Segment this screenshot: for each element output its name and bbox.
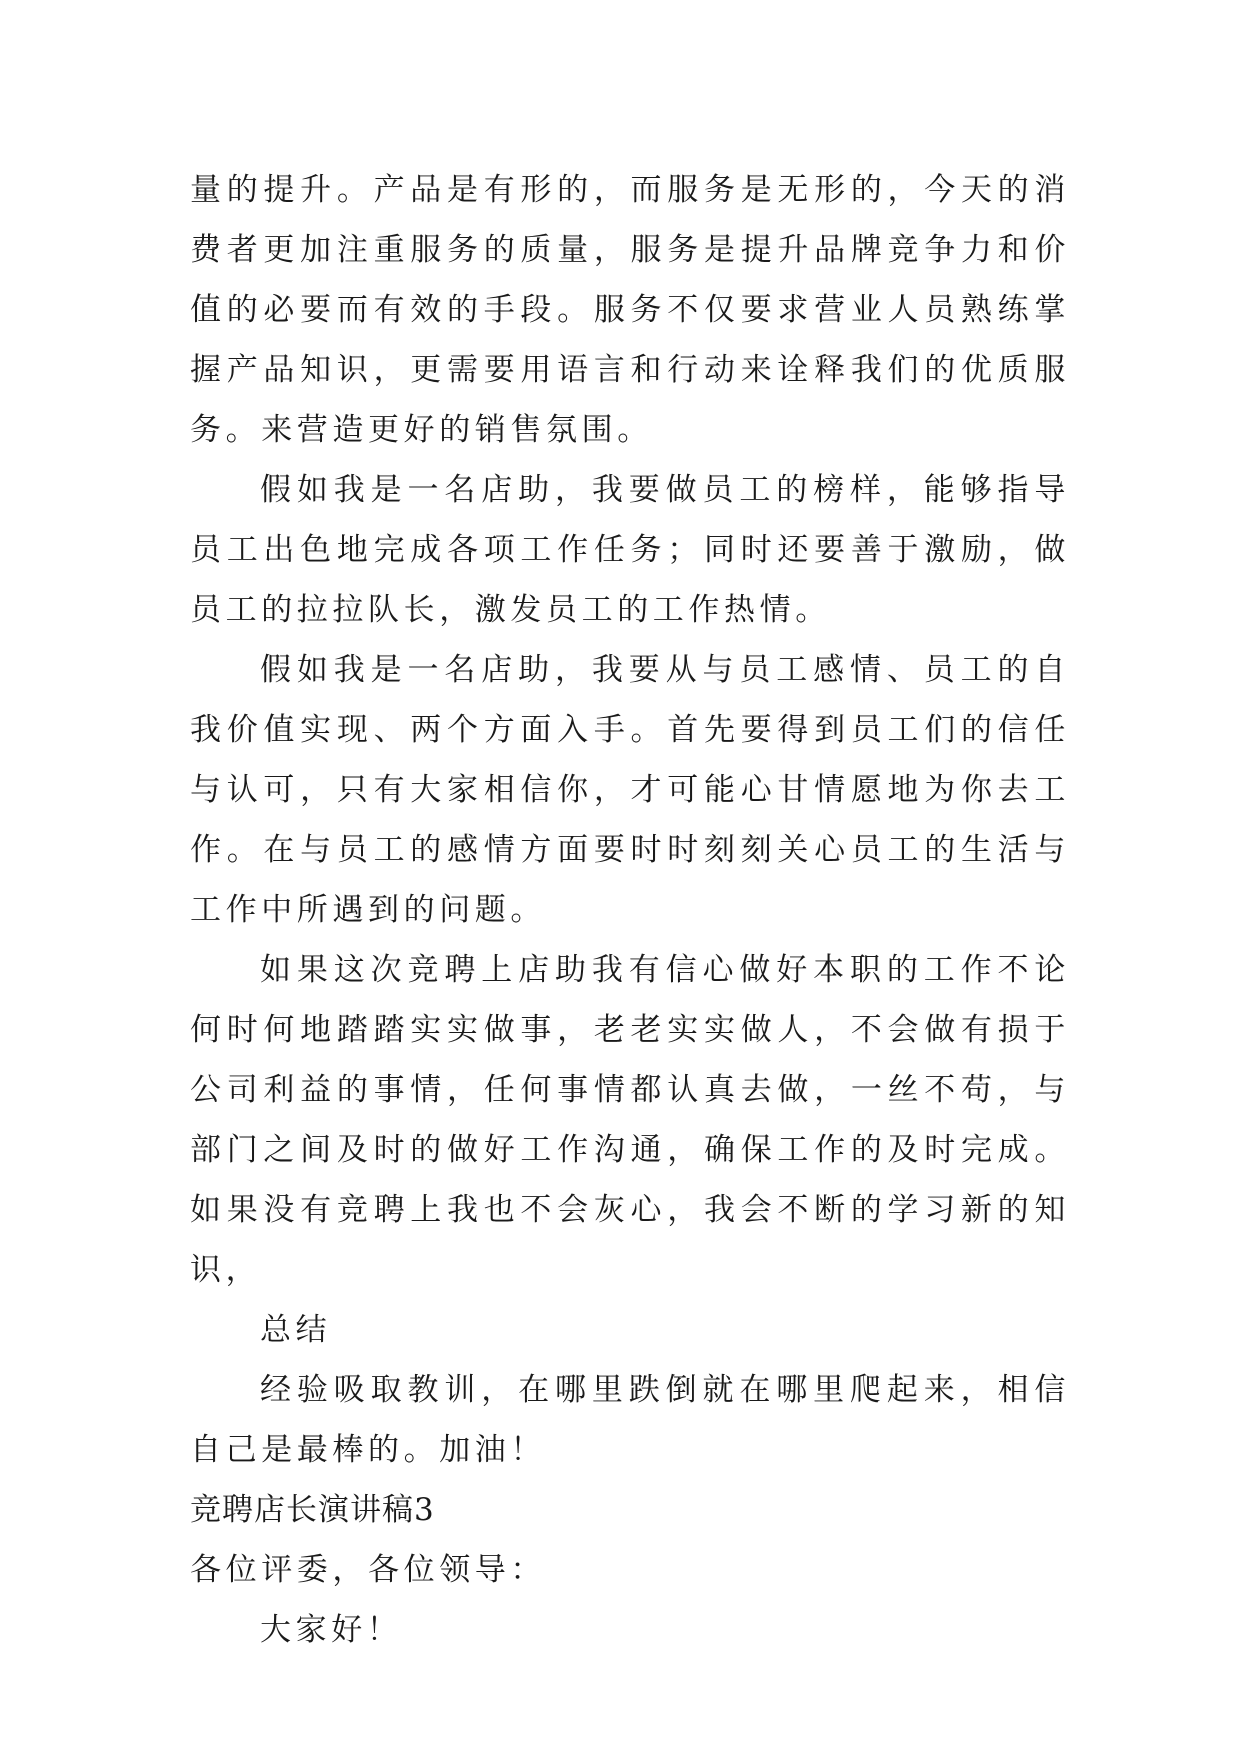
paragraph-service-quality: 量的提升。产品是有形的，而服务是无形的，今天的消费者更加注重服务的质量，服务是提升品牌竞争力和价值的必要而有效的手段。服务不仅要求营业人员熟练掌握产品知识，更需要用语言和行动来诠释我们的优质服务。来营造更好的销售氛围。 xyxy=(190,172,1070,448)
salutation: 各位评委，各位领导： xyxy=(190,1552,546,1588)
paragraph-lesson: 经验吸取教训，在哪里跌倒就在哪里爬起来，相信自己是最棒的。加油！ xyxy=(190,1372,1070,1468)
paragraph-summary-label: 总结 xyxy=(260,1312,332,1348)
paragraph-employee-relations: 假如我是一名店助，我要从与员工感情、员工的自我价值实现、两个方面入手。首先要得到员工们的信任与认可，只有大家相信你，才可能心甘情愿地为你去工作。在与员工的感情方面要时时刻刻关心员工的生活与工作中所遇到的问题。 xyxy=(190,652,1070,928)
section-title: 竞聘店长演讲稿3 xyxy=(190,1492,435,1528)
document-body xyxy=(190,160,1070,1660)
paragraph-role-model: 假如我是一名店助，我要做员工的榜样，能够指导员工出色地完成各项工作任务；同时还要善于激励，做员工的拉拉队长，激发员工的工作热情。 xyxy=(190,472,1070,628)
greeting: 大家好！ xyxy=(260,1612,403,1648)
paragraph-commitment: 如果这次竞聘上店助我有信心做好本职的工作不论何时何地踏踏实实做事，老老实实做人，不会做有损于公司利益的事情，任何事情都认真去做，一丝不苟，与部门之间及时的做好工作沟通，确保工作的及时完成。如果没有竞聘上我也不会灰心，我会不断的学习新的知识， xyxy=(190,952,1070,1288)
